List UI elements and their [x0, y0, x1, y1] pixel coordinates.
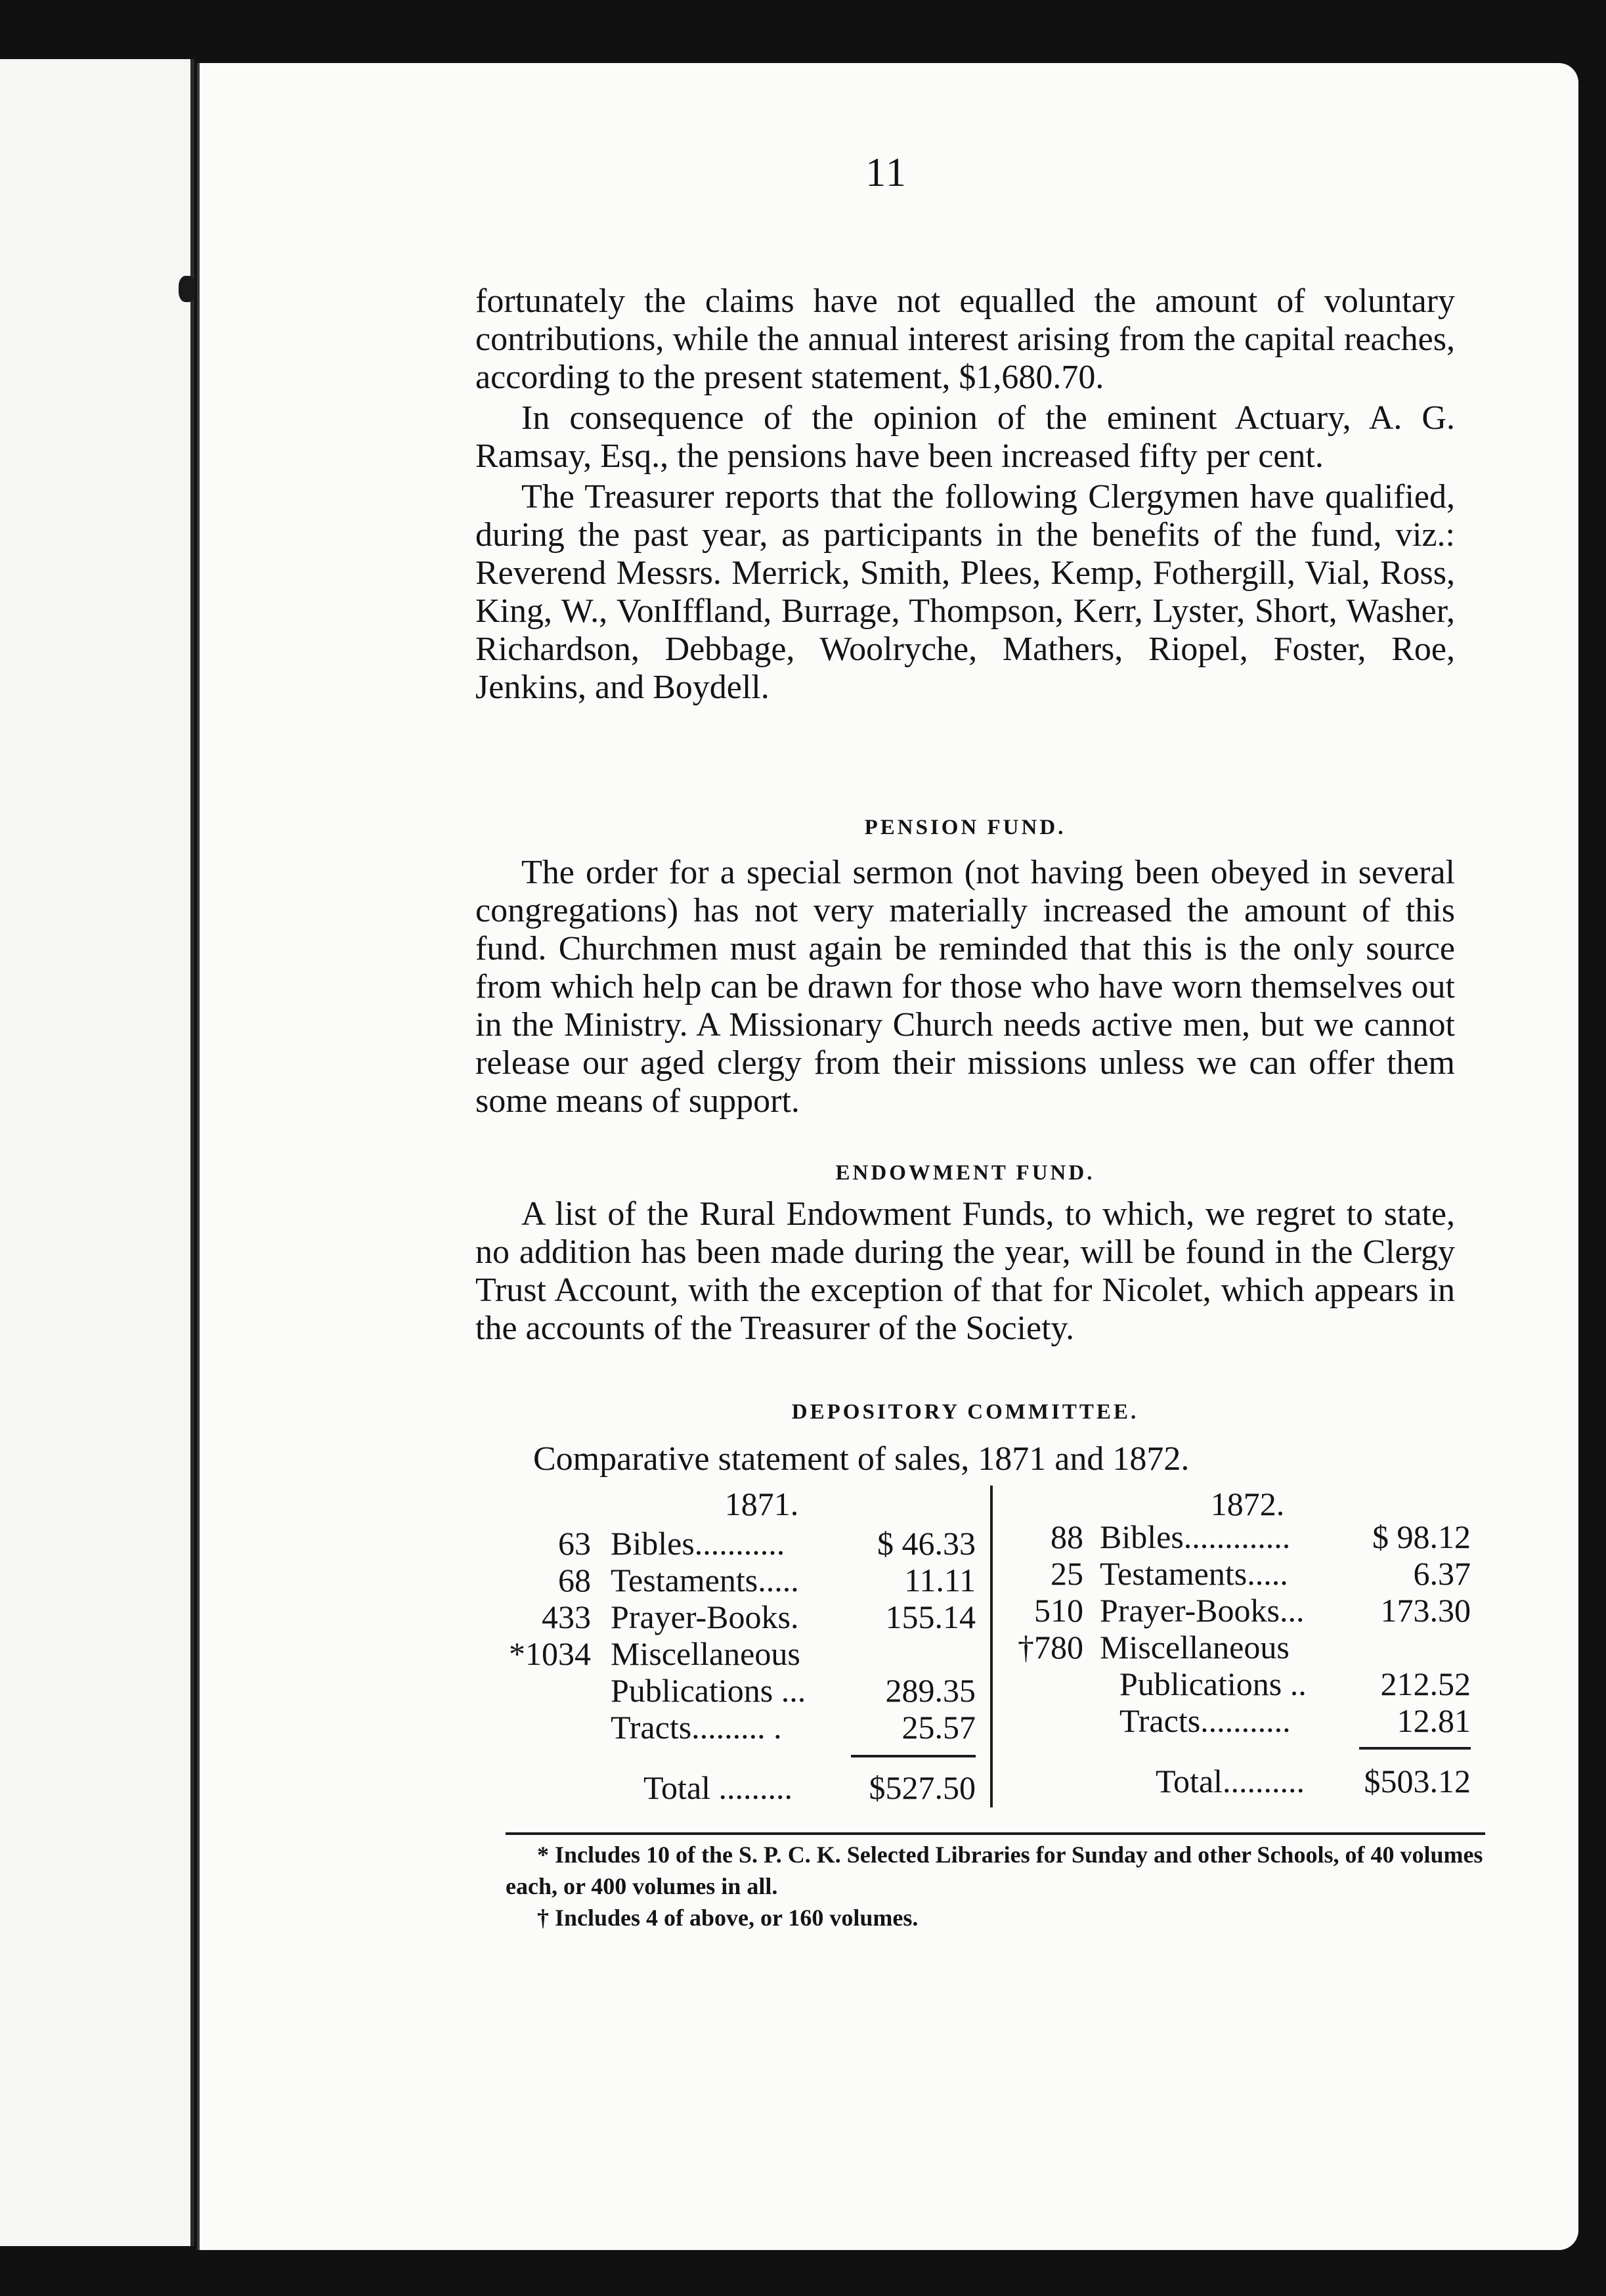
- paragraph-continuation: fortunately the claims have not equalled the amount of voluntary contributions, while the annual interest arising from the capital reaches, according to the present statement, $1,680.70.: [475, 282, 1455, 396]
- pension-fund-heading: PENSION FUND.: [864, 816, 1066, 839]
- endowment-fund-heading: ENDOWMENT FUND.: [835, 1161, 1095, 1185]
- amount-cell: 25.57: [901, 1709, 976, 1746]
- column-divider: [990, 1486, 993, 1807]
- total-label: Total .........: [643, 1769, 793, 1806]
- item-cell: Miscellaneous: [611, 1635, 800, 1672]
- qty-cell: †780: [1018, 1629, 1083, 1666]
- pension-fund-paragraph: The order for a special sermon (not having been obeyed in several congregations) has not very materially increased the amount of this fund. Churchmen must again be reminded that this is the only source from which help can be drawn for those who have worn themselves out in the Ministry. A Missionary Church needs active men, but we cannot release our aged clergy from their missions unless we can offer them some means of support.: [475, 854, 1455, 1120]
- item-cell: Prayer-Books.: [611, 1599, 799, 1635]
- endowment-fund-text-block: [475, 1195, 1455, 1348]
- binding-mark: [179, 276, 196, 302]
- qty-cell: 88: [1051, 1518, 1083, 1555]
- previous-page-edge: [0, 59, 194, 2246]
- amount-cell: $ 98.12: [1372, 1518, 1471, 1555]
- amount-cell: 11.11: [904, 1562, 976, 1599]
- item-cell: Tracts...........: [1119, 1702, 1291, 1739]
- qty-cell: 68: [558, 1562, 591, 1599]
- item-cell: Testaments.....: [611, 1562, 799, 1599]
- total-label: Total..........: [1156, 1763, 1305, 1799]
- paragraph-treasurer: The Treasurer reports that the following Clergymen have qualified, during the past year, as participants in the benefits of the fund, viz.: Reverend Messrs. Merrick, Smith, Plees, Kemp, Fothergill, Vial, Ross, King, W., VonIffland, Burrage, Thompson, Kerr, Lyster, Short, Washer, Richardson, Debbage, Woolryche, Mathers, Riopel, Foster, Roe, Jenkins, and Boydell.: [475, 478, 1455, 706]
- sum-rule: [1359, 1747, 1471, 1750]
- amount-cell: 6.37: [1413, 1555, 1471, 1592]
- item-cell: Prayer-Books...: [1100, 1592, 1305, 1629]
- year-1872-label: 1872.: [1210, 1486, 1285, 1522]
- item-cell: Tracts......... .: [611, 1709, 782, 1746]
- qty-cell: *1034: [509, 1635, 591, 1672]
- year-1871-label: 1871.: [724, 1486, 799, 1522]
- page-number: 11: [865, 150, 907, 195]
- depository-committee-heading: DEPOSITORY COMMITTEE.: [791, 1400, 1139, 1424]
- qty-cell: 433: [542, 1599, 591, 1635]
- footnote-rule: [506, 1832, 1485, 1835]
- item-cell: Publications ...: [611, 1672, 806, 1709]
- footnotes: [506, 1839, 1490, 1933]
- opening-text: [475, 282, 1455, 707]
- comparative-statement-caption: Comparative statement of sales, 1871 and 1872.: [533, 1440, 1190, 1478]
- paragraph-actuary: In consequence of the opinion of the eminent Actuary, A. G. Ramsay, Esq., the pensions have been increased fifty per cent.: [475, 399, 1455, 475]
- sum-rule: [851, 1755, 976, 1757]
- qty-cell: 25: [1051, 1555, 1083, 1592]
- qty-cell: 510: [1034, 1592, 1083, 1629]
- total-amount: $503.12: [1364, 1763, 1471, 1799]
- pension-fund-text-block: [475, 854, 1455, 1120]
- amount-cell: 173.30: [1380, 1592, 1471, 1629]
- amount-cell: $ 46.33: [877, 1525, 976, 1562]
- item-cell: Bibles.............: [1100, 1518, 1291, 1555]
- amount-cell: 289.35: [885, 1672, 976, 1709]
- endowment-fund-paragraph: A list of the Rural Endowment Funds, to which, we regret to state, no addition has been made during the year, will be found in the Clergy Trust Account, with the exception of that for Nicolet, which appears in the accounts of the Treasurer of the Society.: [475, 1195, 1455, 1347]
- item-cell: Miscellaneous: [1100, 1629, 1290, 1666]
- total-amount: $527.50: [869, 1769, 976, 1806]
- qty-cell: 63: [558, 1525, 591, 1562]
- item-cell: Publications ..: [1119, 1666, 1307, 1702]
- footnote-dagger: † Includes 4 of above, or 160 volumes.: [537, 1905, 919, 1931]
- amount-cell: 212.52: [1380, 1666, 1471, 1702]
- amount-cell: 155.14: [885, 1599, 976, 1635]
- item-cell: Bibles...........: [611, 1525, 785, 1562]
- item-cell: Testaments.....: [1100, 1555, 1288, 1592]
- footnote-asterisk: * Includes 10 of the S. P. C. K. Selected Libraries for Sunday and other Schools, of 40 volumes each, or 400 volumes in all.: [506, 1842, 1483, 1899]
- amount-cell: 12.81: [1397, 1702, 1471, 1739]
